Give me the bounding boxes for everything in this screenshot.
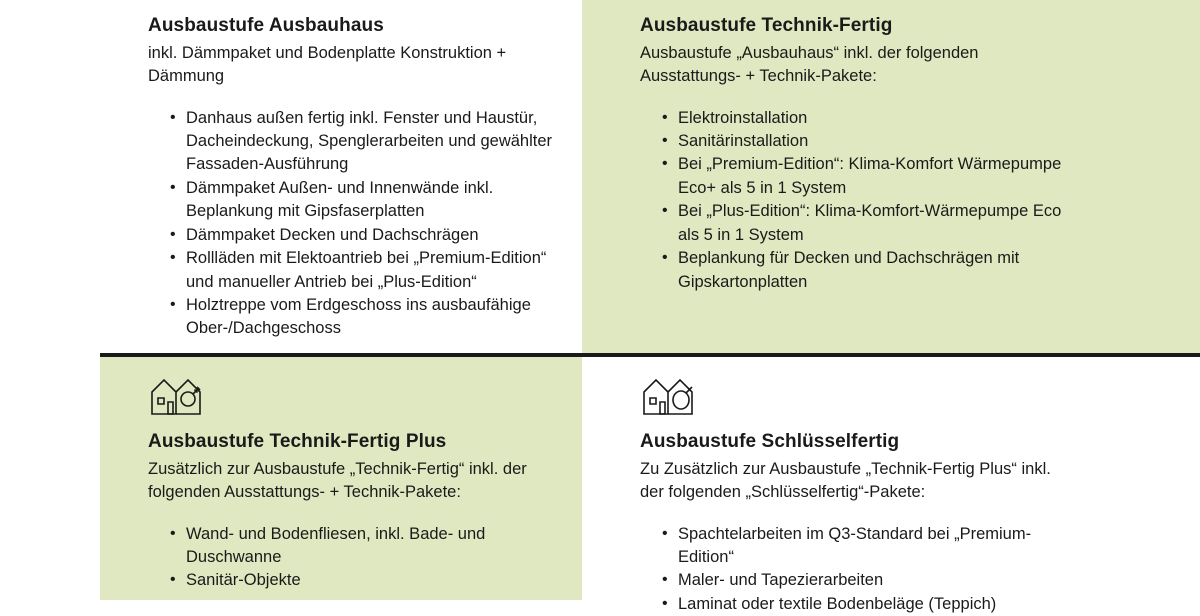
house-key-icon-glyph xyxy=(640,372,700,420)
list-item: • Holztreppe vom Erdgeschoss ins ausbaufähige Ober-/Dachgeschoss xyxy=(170,294,558,341)
list-item: • Danhaus außen fertig inkl. Fenster und Haustür, Dacheindeckung, Spenglerarbeiten und gewählter Fassaden-Ausführung xyxy=(170,107,558,177)
technik-fertig-title: Ausbaustufe Technik-Fertig xyxy=(640,15,893,36)
house-plan-icon-glyph xyxy=(148,372,208,420)
ausbauhaus-title: Ausbaustufe Ausbauhaus xyxy=(148,15,384,36)
technik-fertig-content xyxy=(640,14,1070,294)
ausbauhaus-content xyxy=(148,14,558,341)
list-item: • Sanitär-Objekte xyxy=(170,569,548,592)
technik-fertig-subtitle: Ausbaustufe „Ausbauhaus“ inkl. der folgenden Ausstattungs- + Technik-Pakete: xyxy=(640,43,979,86)
horizontal-divider xyxy=(100,353,1200,357)
schluesselfertig-title: Ausbaustufe Schlüsselfertig xyxy=(640,431,900,452)
list-item: • Dämmpaket Außen- und Innenwände inkl. Beplankung mit Gipsfaserplatten xyxy=(170,177,558,224)
ausbauhaus-subtitle: inkl. Dämmpaket und Bodenplatte Konstruktion + Dämmung xyxy=(148,43,507,86)
technik-fertig-plus-subtitle: Zusätzlich zur Ausbaustufe „Technik-Fertig“ inkl. der folgenden Ausstattungs- + Technik-Pakete: xyxy=(148,459,527,502)
house-plan-icon xyxy=(148,372,208,420)
list-item: • Beplankung für Decken und Dachschrägen mit Gipskartonplatten xyxy=(662,247,1070,294)
list-item: • Maler- und Tapezierarbeiten xyxy=(662,569,1070,592)
schluesselfertig-bullet-list xyxy=(640,523,1070,616)
list-item: • Bei „Plus-Edition“: Klima-Komfort-Wärmepumpe Eco als 5 in 1 System xyxy=(662,200,1070,247)
technik-fertig-plus-bullet-list xyxy=(148,523,548,593)
schluesselfertig-content xyxy=(640,430,1070,616)
list-item: • Sanitärinstallation xyxy=(662,130,1070,153)
list-item: • Dämmpaket Decken und Dachschrägen xyxy=(170,224,558,247)
list-item: • Elektroinstallation xyxy=(662,107,1070,130)
list-item: • Bei „Premium-Edition“: Klima-Komfort Wärmepumpe Eco+ als 5 in 1 System xyxy=(662,153,1070,200)
technik-fertig-plus-content xyxy=(148,430,548,593)
list-item: • Laminat oder textile Bodenbeläge (Teppich) xyxy=(662,593,1070,616)
ausbauhaus-bullet-list xyxy=(148,107,558,341)
list-item: • Rollläden mit Elektoantrieb bei „Premium-Edition“ und manueller Antrieb bei „Plus-Edition“ xyxy=(170,247,558,294)
house-key-icon xyxy=(640,372,700,420)
list-item: • Spachtelarbeiten im Q3-Standard bei „Premium-Edition“ xyxy=(662,523,1070,570)
list-item: • Wand- und Bodenfliesen, inkl. Bade- und Duschwanne xyxy=(170,523,548,570)
technik-fertig-bullet-list xyxy=(640,107,1070,294)
technik-fertig-plus-title: Ausbaustufe Technik-Fertig Plus xyxy=(148,431,447,452)
schluesselfertig-subtitle: Zu Zusätzlich zur Ausbaustufe „Technik-Fertig Plus“ inkl. der folgenden „Schlüsselfertig“-Pakete: xyxy=(640,459,1051,502)
